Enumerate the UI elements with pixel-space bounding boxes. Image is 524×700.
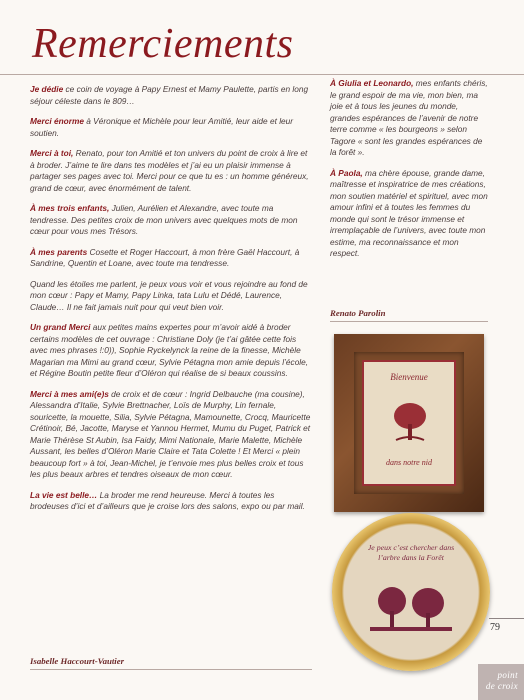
paragraph-text: à Véronique et Michèle pour leur Amitié, leur aide et leur soutien. [30, 116, 294, 138]
paragraph [30, 279, 312, 314]
round-embroidery-text: Je peux c’est chercher dans l’arbre dans la Forêt [367, 543, 455, 562]
page-title: Remerciements [32, 21, 294, 67]
paragraph [330, 78, 488, 159]
page-number: 79 [490, 622, 500, 633]
paragraph-text: ce coin de voyage à Papy Ernest et Mamy Paulette, partis en long séjour céleste dans le 809… [30, 84, 309, 106]
paragraph-text: de croix et de cœur : Ingrid Delbauche (ma cousine), Alessandra d’Italie, Sylvie Brettnacher, Loïs de Murphy, Lin fernale, souricette, la mouette, Silia, Sylvie Pétagna, Mamounette, Crocq, Mauricette Crétinoir, Bé, Jacotte, Maryse et Yannou Hermet, Mumu du Puget, Patrick et Marie Thérèse St Aubin, Isa Faidy, Mimi Nationale, Marie Malette, Michèle Aussant, les belles d’Oléron Marie Claire et Tata Colette ! Et Merci « plein beaucoup fort » à toi, Jean-Michel, je t’envoie mes plus belles croix et tous les plus beaux arbres et tendres oiseaux de mon cœur. [30, 388, 311, 479]
paragraph-lead: À Paola, [330, 167, 363, 178]
paragraph-lead: Merci à toi, [30, 148, 74, 158]
left-column [30, 84, 312, 522]
paragraph [30, 490, 312, 513]
paragraph [30, 247, 312, 270]
section-tab [478, 664, 524, 700]
framed-embroidery-image [334, 334, 484, 512]
frame-mat [354, 352, 464, 494]
right-column [330, 78, 488, 269]
paragraph-lead: À mes parents [30, 246, 88, 257]
signature-isabelle: Isabelle Haccourt-Vautier [30, 656, 312, 670]
embroidery-linen [362, 360, 456, 486]
signature-renato: Renato Parolin [330, 308, 488, 322]
page-number-rule [489, 618, 524, 619]
paragraph-lead: À Giulia et Leonardo, [330, 78, 414, 88]
embroidered-forest-icon [370, 583, 452, 631]
paragraph-text: La broder me rend heureuse. Merci à toutes les brodeuses d’ici et d’ailleurs que je croise lors des salons, expo ou par mail. [30, 489, 305, 511]
paragraph [30, 322, 312, 380]
paragraph-lead: La vie est belle… [30, 489, 98, 500]
title-divider [0, 74, 524, 75]
embroidered-tree-icon [390, 400, 430, 442]
paragraph-lead: Merci à mes ami(e)s [30, 388, 109, 399]
paragraph [30, 116, 312, 139]
paragraph-lead: Merci énorme [30, 116, 84, 126]
paragraph-text: Quand les étoiles me parlent, je peux vous voir et vous rejoindre au fond de mon cœur : Papy et Mamy, Papy Linka, tata Lulu et Dédé, Laurence, Claude… Il ne fait jamais nuit pour qui veut bien voir. [30, 278, 308, 312]
paragraph [30, 84, 312, 107]
paragraph-text: mes enfants chéris, le grand espoir de ma vie, mon bien, ma joie et à tous les jeunes du monde, grandes espérances de l’avenir de notre terre comme « les bourgeons » selon Tagore « sont les grandes espérances de la forêt ». [330, 78, 488, 157]
embroidery-word-bottom: dans notre nid [386, 458, 432, 467]
paragraph-text: aux petites mains expertes pour m’avoir aidé à broder certains modèles de cet ouvrage : Christiane Doly (je t’ai gâtée cette fois avec mes phrases !:0)), Sophie Ryckelynck la reine de la finesse, Michèle Magarian ma Mimi au grand cœur, Sylvie Pétagna mon amie depuis l’école, et Régine Boutin petite fleur d’Oléron qui réalise de si beaux coussins. [30, 322, 309, 378]
round-embroidery-hoop-image [332, 513, 490, 671]
paragraph-lead: Je dédie [30, 84, 64, 94]
paragraph [330, 168, 488, 260]
paragraph [30, 389, 312, 481]
paragraph [30, 148, 312, 194]
section-tab-line-1: point [497, 670, 518, 680]
section-tab-line-2: de croix [485, 681, 518, 691]
paragraph-text: Renato, pour ton Amitié et ton univers du point de croix à lire et à broder. J’aime te lire dans tes modèles et j’ai eu un plaisir immense à partager ses pages avec toi. Merci pour ce que tu es : un homme généreux, grand de cœur, avec énormément de talent. [30, 148, 309, 193]
embroidery-word-top: Bienvenue [390, 372, 428, 382]
paragraph-text: Julien, Aurélien et Alexandre, avec toute ma tendresse. Des petites croix de mon univers avec quelques mots de mon cœur pour vous mes Trésors. [30, 203, 298, 236]
paragraph-lead: À mes trois enfants, [30, 203, 110, 213]
paragraph-text: ma chère épouse, grande dame, maîtresse et inspiratrice de mes créations, mon soutien matériel et spirituel, avec mon amour infini et à toutes les femmes du monde qui sont le trésor immense et irremplaçable de l’univers, avec toute mon estime, ma reconnaissance et mon respect. [330, 167, 488, 258]
paragraph-lead: Un grand Merci [30, 322, 91, 332]
paragraph [30, 203, 312, 238]
paragraph-text: Cosette et Roger Haccourt, à mon frère Gaël Haccourt, à Sandrine, Quentin et Loane, avec toute ma tendresse. [30, 246, 300, 268]
